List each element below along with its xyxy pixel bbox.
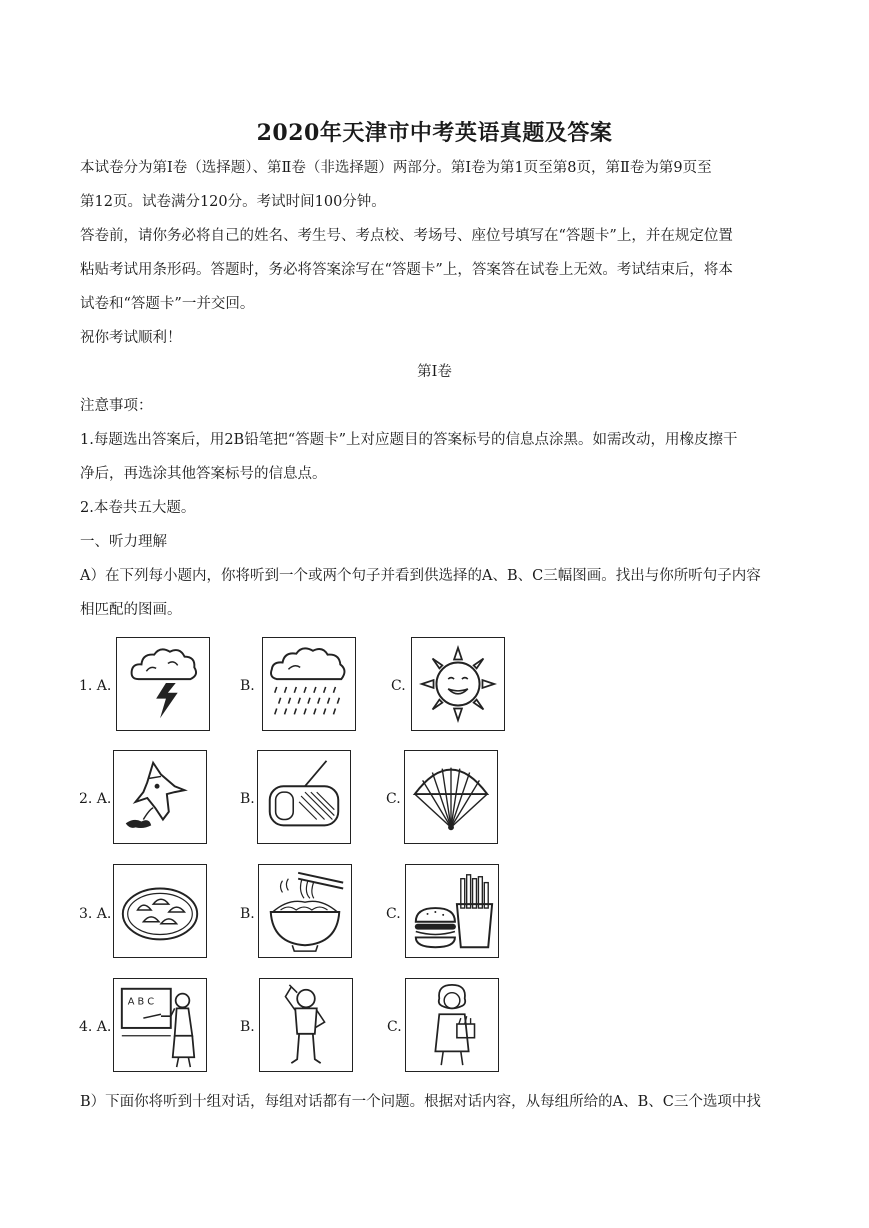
folding-fan-icon[interactable] — [404, 750, 498, 844]
sun-icon[interactable] — [411, 637, 505, 731]
rain-cloud-icon[interactable] — [262, 637, 356, 731]
notes-text: 1.每题选出答案后，用2B铅笔把“答题卡”上对应题目的答案标号的信息点涂黑。如需改动，用橡皮擦干 — [80, 432, 738, 448]
option-label: B. — [240, 906, 255, 922]
good-luck-text: 祝你考试顺利！ — [80, 330, 182, 346]
noodles-icon[interactable] — [258, 864, 352, 958]
shopping-woman-icon[interactable] — [405, 978, 499, 1072]
option-label: 1. A. — [79, 678, 112, 694]
option-label: C. — [386, 791, 401, 807]
part-heading: 一、听力理解 — [80, 534, 167, 550]
instruction-text: 试卷和“答题卡”一并交回。 — [80, 296, 255, 312]
thunderstorm-icon[interactable] — [116, 637, 210, 731]
notes-heading: 注意事项： — [80, 398, 153, 414]
svg-text:A B C: A B C — [127, 996, 155, 1008]
intro-text: 第12页。试卷满分120分。考试时间100分钟。 — [80, 194, 386, 210]
option-label: C. — [391, 678, 406, 694]
part-a-instruction: 相匹配的图画。 — [80, 602, 182, 618]
option-label: B. — [240, 791, 255, 807]
exercising-man-icon[interactable] — [259, 978, 353, 1072]
page-title: 2020年天津市中考英语真题及答案 — [256, 120, 613, 146]
instruction-text: 答卷前，请你务必将自己的姓名、考生号、考点校、考场号、座位号填写在“答题卡”上，并在规定位置 — [80, 228, 733, 244]
notes-text: 净后，再选涂其他答案标号的信息点。 — [80, 466, 327, 482]
option-label: B. — [240, 1019, 255, 1035]
teacher-icon[interactable] — [113, 978, 207, 1072]
part-b-instruction: B）下面你将听到十组对话，每组对话都有一个问题。根据对话内容，从每组所给的A、B、C三个选项中找 — [80, 1094, 761, 1110]
instruction-text: 粘贴考试用条形码。答题时，务必将答案涂写在“答题卡”上，答案答在试卷上无效。考试结束后，将本 — [80, 262, 733, 278]
option-label: 4. A. — [79, 1019, 112, 1035]
radio-icon[interactable] — [257, 750, 351, 844]
option-label: C. — [386, 906, 401, 922]
airplane-icon[interactable] — [113, 750, 207, 844]
intro-text: 本试卷分为第Ⅰ卷（选择题）、第Ⅱ卷（非选择题）两部分。第Ⅰ卷为第1页至第8页，第Ⅱ卷为第9页至 — [80, 160, 712, 176]
section-title: 第Ⅰ卷 — [417, 364, 452, 380]
dumplings-icon[interactable] — [113, 864, 207, 958]
notes-text: 2.本卷共五大题。 — [80, 500, 196, 516]
option-label: B. — [240, 678, 255, 694]
option-label: 2. A. — [79, 791, 112, 807]
fast-food-icon[interactable] — [405, 864, 499, 958]
option-label: 3. A. — [79, 906, 112, 922]
option-label: C. — [387, 1019, 402, 1035]
part-a-instruction: A）在下列每小题内，你将听到一个或两个句子并看到供选择的A、B、C三幅图画。找出与你所听句子内容 — [80, 568, 761, 584]
